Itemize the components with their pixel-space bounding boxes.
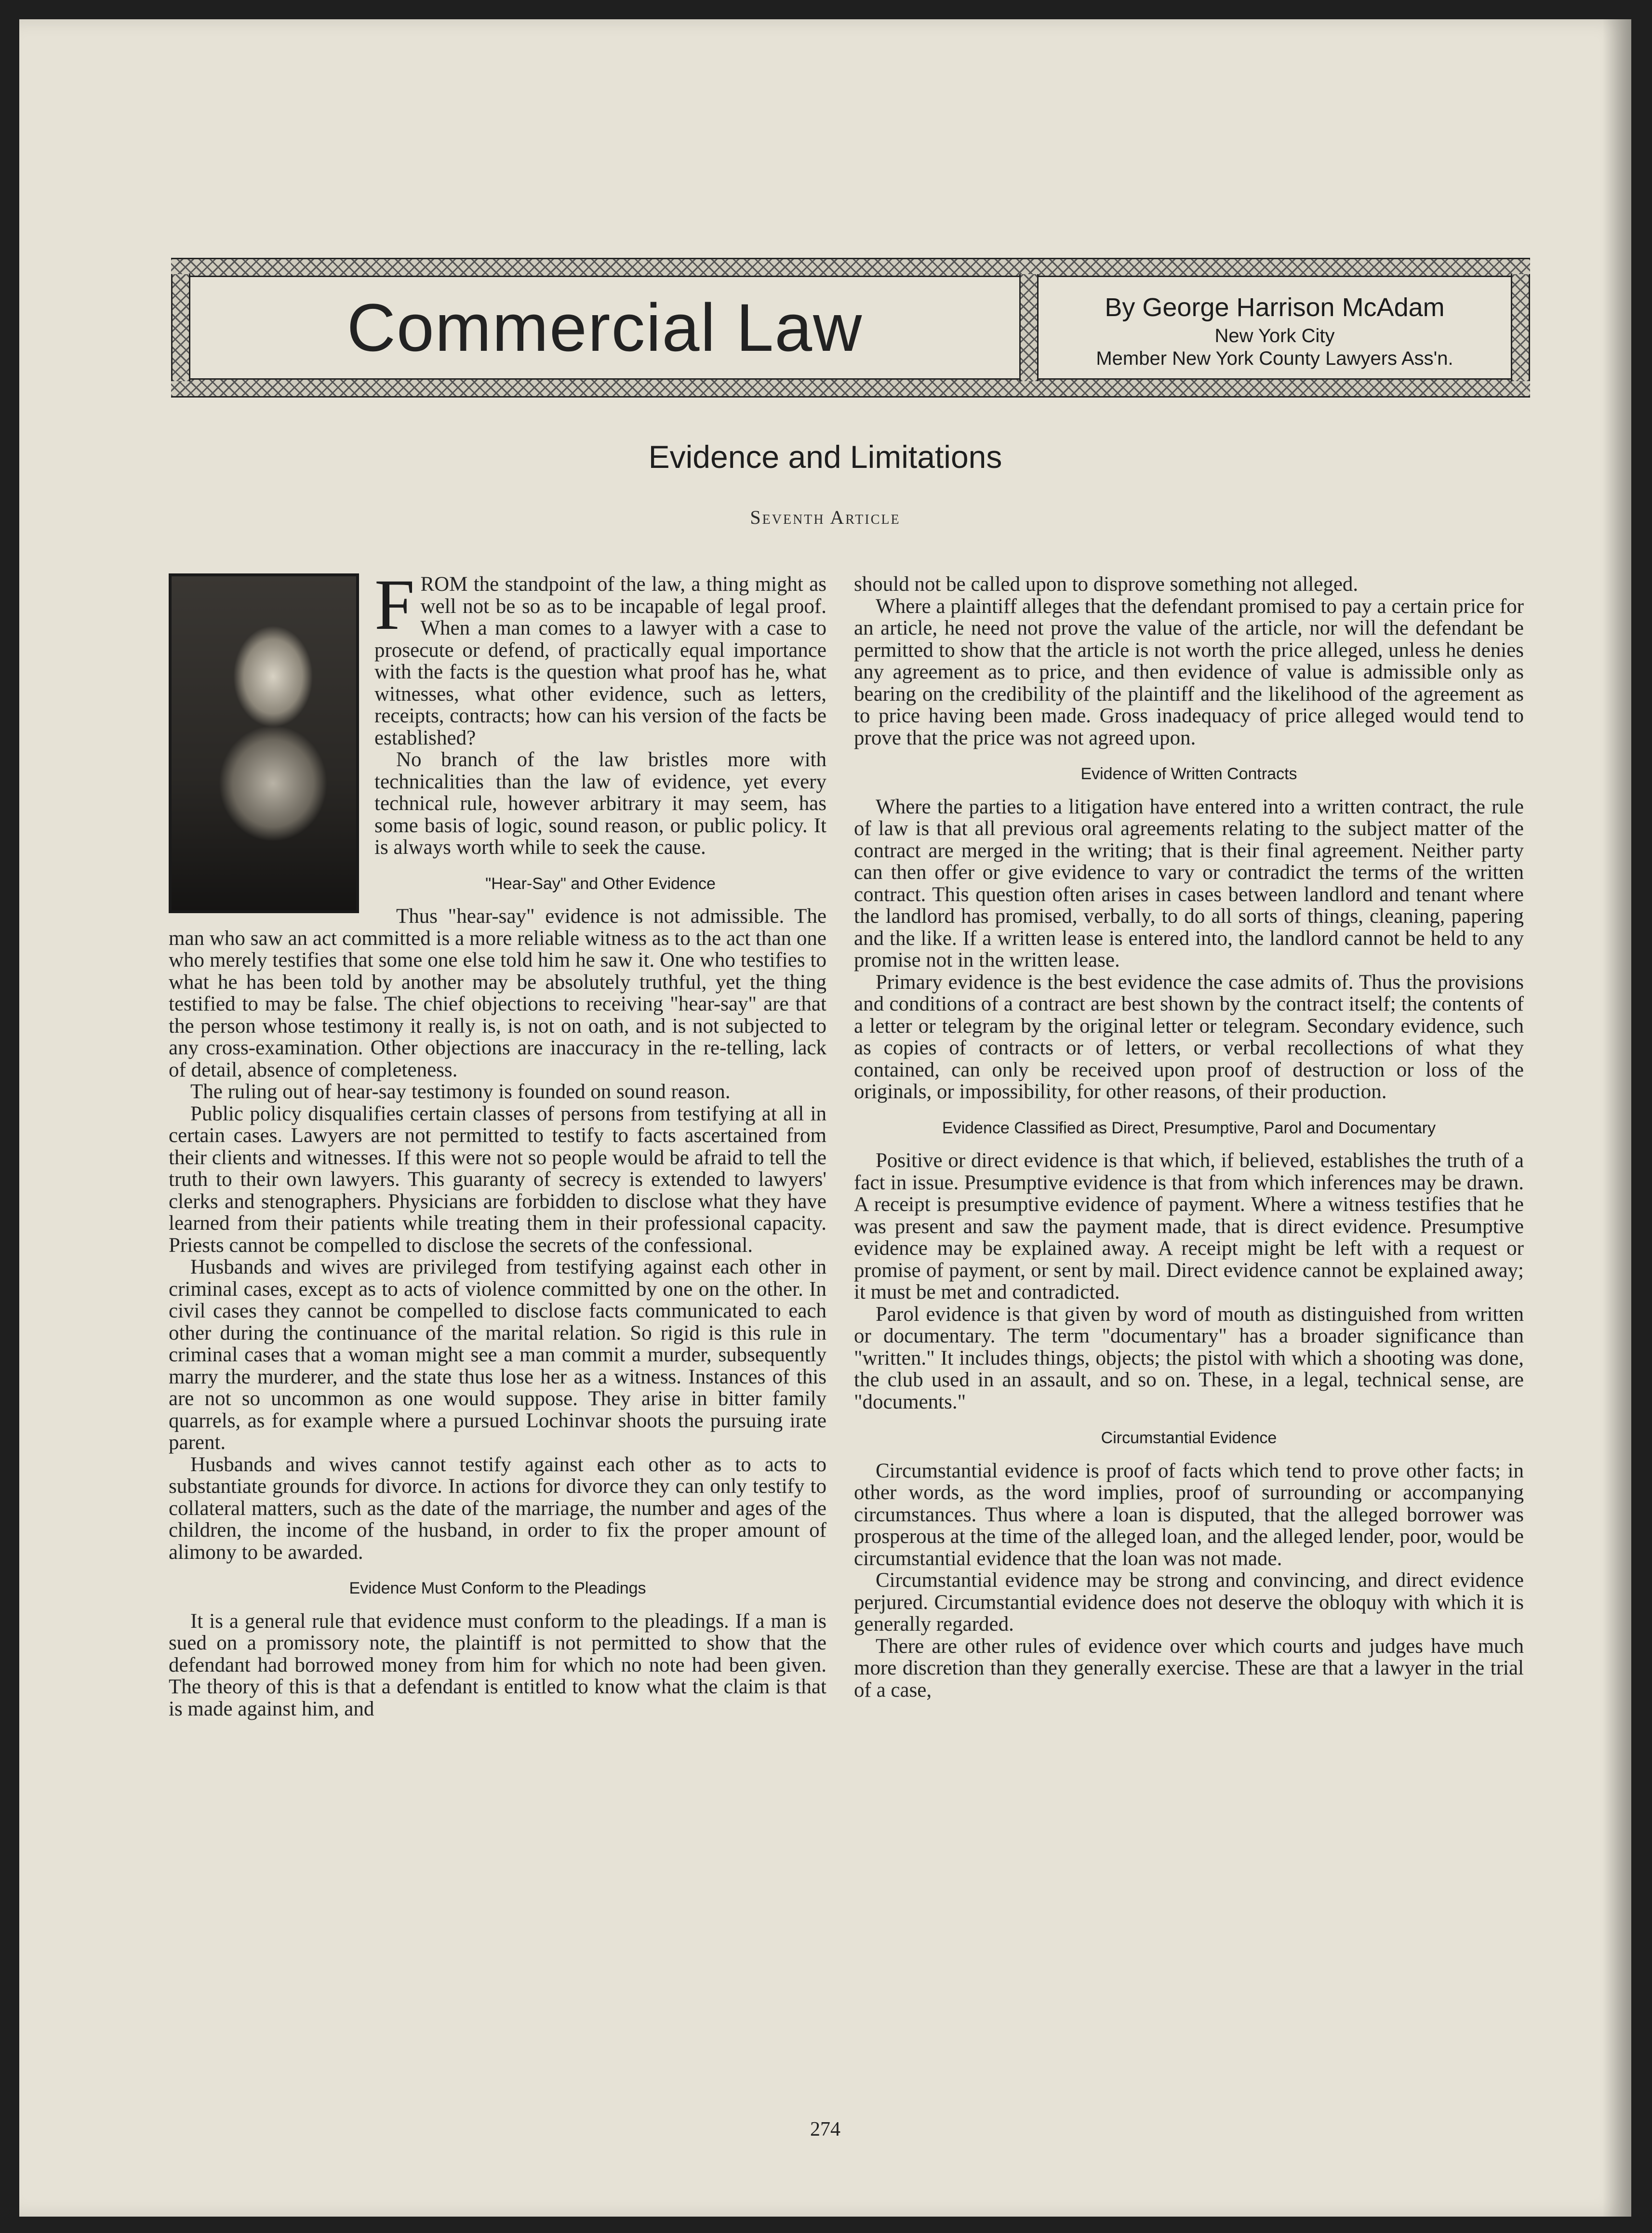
section-heading: Evidence Classified as Direct, Presumptive, Parol and Documentary (942, 1118, 1436, 1137)
section-heading: Evidence Must Conform to the Pleadings (349, 1579, 646, 1597)
paragraph: should not be called upon to disprove something not alleged. (854, 573, 1359, 596)
left-column (169, 565, 826, 1720)
section-heading: Evidence of Written Contracts (1080, 765, 1297, 783)
paragraph: Positive or direct evidence is that which, if believed, establishes the truth of a fact in issue. Presumptive evidence is that from which inferences may be drawn. A receipt is presumptive evidence of payment. Where a witness testifies that he was present and saw the payment made, that is direct evidence. Presumptive evidence may be explained away. A receipt might be left with a request or promise of payment, or sent by mail. Direct evidence cannot be explained away; it must be met and contradicted. (854, 1149, 1524, 1303)
paragraph: Circumstantial evidence may be strong and convincing, and direct evidence perjured. Circumstantial evidence does not deserve the obloquy with which it is generally regarded. (854, 1569, 1524, 1635)
header-border-right (1511, 274, 1530, 381)
byline (1043, 288, 1506, 370)
paragraph: Thus "hear-say" evidence is not admissible. The man who saw an act committed is a more reliable witness as to the act than one who merely testifies that some one else told him he saw it. One who testifies to what he has been told by another may be absolutely truthful, yet the thing testified to may be false. The chief objections to receiving "hear-say" are that the person whose testimony it really is, is not on oath, and is not subjected to any cross-examination. Other objections are inaccuracy in the re-telling, lack of detail, absence of completeness. (169, 905, 826, 1081)
paragraph: Circumstantial evidence is proof of facts which tend to prove other facts; in other words, as the word implies, proof of surrounding or accompanying circumstances. Thus where a loan is disputed, that the alleged borrower was prosperous at the time of the alleged loan, and the alleged lender, poor, would be circumstantial evidence that the loan was not made. (854, 1459, 1524, 1570)
author-membership: Member New York County Lawyers Ass'n. (1096, 348, 1453, 369)
paragraph: Public policy disqualifies certain classes of persons from testifying at all in certain cases. Lawyers are not permitted to testify to facts ascertained from their clients and witnesses. If this were not so people would be afraid to tell the truth to their own lawyers. This guaranty of secrecy is extended to lawyers' clerks and stenographers. Physicians are forbidden to disclose what they have learned from their patients while treating them in their professional capacity. Priests cannot be compelled to disclose the secrets of the confessional. (169, 1102, 826, 1257)
author-name: By George Harrison McAdam (1105, 293, 1445, 322)
intro-paragraph: FROM the standpoint of the law, a thing might as well not be so as to be incapable of legal proof. When a man comes to a lawyer with a case to prosecute or defend, of practically equal importance with the facts is the question what proof has he, what witnesses, what other evidence, such as letters, receipts, contracts; how can his version of the facts be established? (374, 565, 826, 749)
drop-cap: F (374, 565, 415, 645)
header-border-bottom (171, 378, 1530, 398)
header-border-divider (1019, 274, 1039, 381)
author-portrait (169, 573, 359, 913)
paragraph: There are other rules of evidence over which courts and judges have much more discretion than they generally exercise. These are that a lawyer in the trial of a case, (854, 1635, 1524, 1701)
paragraph: It is a general rule that evidence must conform to the pleadings. If a man is sued on a promissory note, the plaintiff is not permitted to show that the defendant had borrowed money from him for which no note had been given. The theory of this is that a defendant is entitled to know what the claim is that is made against him, and (169, 1609, 826, 1720)
paragraph: Husbands and wives cannot testify against each other as to acts to substantiate grounds for divorce. In actions for divorce they can only testify to collateral matters, such as the date of the marriage, the number and ages of the children, the income of the husband, in order to fix the proper amount of alimony to be awarded. (169, 1453, 826, 1564)
paragraph: Parol evidence is that given by word of mouth as distinguished from written or documentary. The term "documentary" has a broader significance than "written." It includes things, objects; the pistol with which a shooting was done, the club used in an assault, and so on. These, in a legal, technical sense, are "documents." (854, 1303, 1524, 1413)
article-subtitle: Seventh Article (750, 506, 901, 528)
paragraph: The ruling out of hear-say testimony is founded on sound reason. (190, 1080, 731, 1103)
section-header (171, 258, 1530, 398)
paragraph: Husbands and wives are privileged from testifying against each other in criminal cases, except as to acts of violence committed by one on the other. In civil cases they cannot be compelled to disclose facts communicated to each other during the continuance of the marital relation. So rigid is this rule in criminal cases that a woman might see a man commit a murder, subsequently marry the murderer, and the state thus lose her as a witness. Instances of this are not so uncommon as one would suppose. They arise in bitter family quarrels, as for example where a pursued Lochinvar shoots the pursuing irate parent. (169, 1256, 826, 1454)
paragraph: Where a plaintiff alleges that the defendant promised to pay a certain price for an article, he need not prove the value of the article, nor will the defendant be permitted to show that the article is not worth the price alleged, unless he denies any agreement as to price, and then evidence of value is admissible only as bearing on the credibility of the plaintiff and the likelihood of the agreement as to price having been made. Gross inadequacy of price alleged would tend to prove that the price was not agreed upon. (854, 595, 1524, 749)
page-number: 274 (810, 2118, 840, 2140)
paragraph: Where the parties to a litigation have entered into a written contract, the rule of law is that all previous oral agreements relating to the subject matter of the contract are merged in the writing; that is their final agreement. Neither party can then offer or give evidence to vary or contradict the terms of the written contract. This question often arises in cases between landlord and tenant where the landlord has promised, verbally, to do all sorts of things, cleaning, papering and the like. If a written lease is entered into, the landlord cannot be held to any promise not in the written lease. (854, 795, 1524, 971)
header-border-top (171, 258, 1530, 277)
magazine-page (19, 19, 1631, 2217)
paragraph: No branch of the law bristles more with technicalities than the law of evidence, yet every technical rule, however arbitrary it may seem, has some basis of logic, sound reason, or public policy. It is always worth while to seek the cause. (374, 748, 826, 859)
article-title: Evidence and Limitations (648, 439, 1002, 475)
header-border-left (171, 274, 190, 381)
author-city: New York City (1214, 325, 1335, 346)
section-heading: Circumstantial Evidence (1101, 1429, 1277, 1447)
section-heading: "Hear-Say" and Other Evidence (485, 874, 716, 893)
right-column (854, 573, 1524, 1701)
paragraph: Primary evidence is the best evidence the case admits of. Thus the provisions and conditions of a contract are best shown by the contract itself; the contents of a letter or telegram by the original letter or telegram. Secondary evidence, such as copies of contracts or of letters, or verbal recollections of what they contained, can only be received upon proof of destruction or loss of the originals, or impossibility, for other reasons, of their production. (854, 970, 1524, 1103)
section-title: Commercial Law (346, 290, 863, 365)
page-spine-shadow (1602, 19, 1631, 2217)
